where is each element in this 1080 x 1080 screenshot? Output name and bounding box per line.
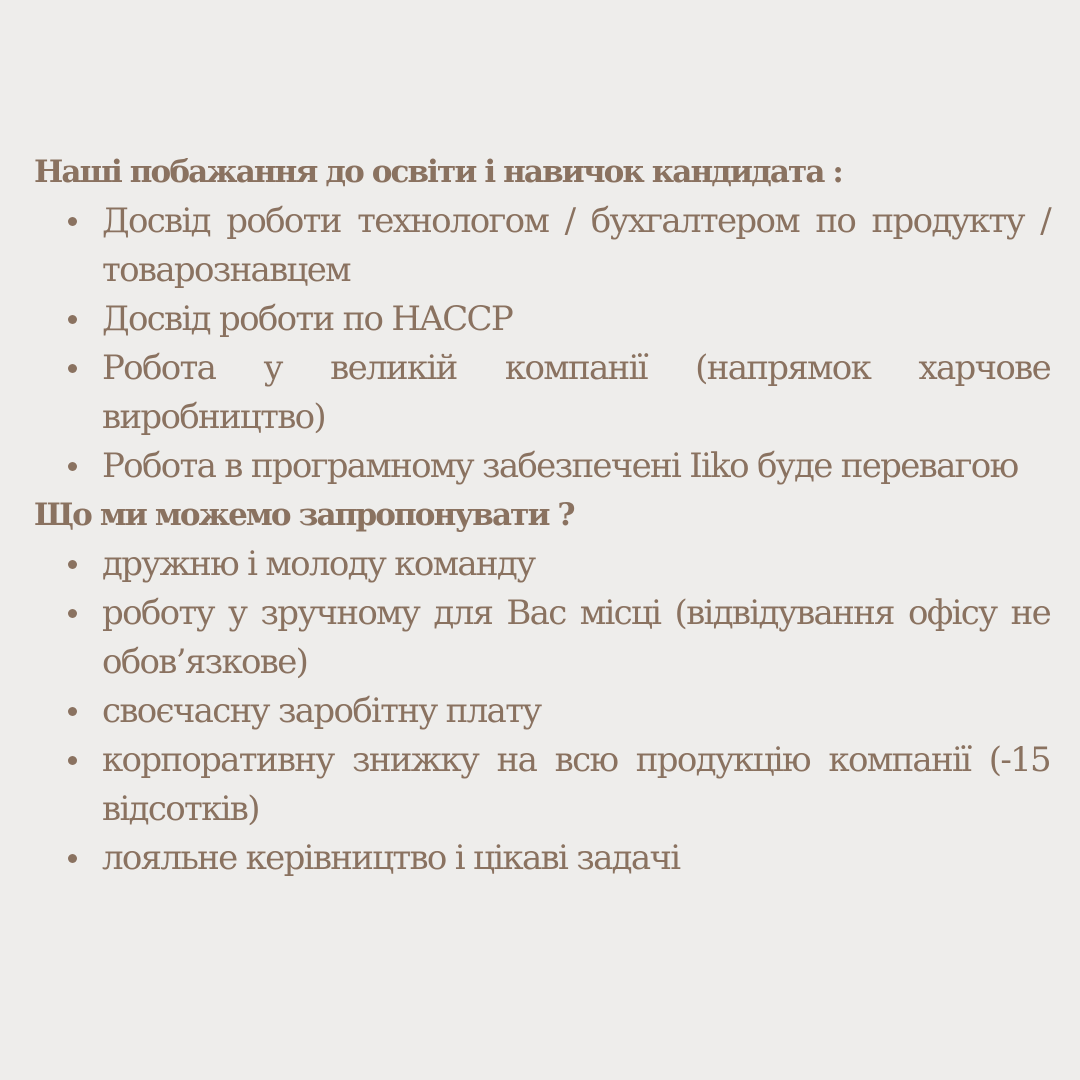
list-item [102,736,1050,834]
list-item-text: лояльне керівництво і цікаві задачі [102,838,680,878]
list-item [102,589,1050,687]
list-item-text: своєчасну заробітну плату [102,691,541,731]
bullet-dot-icon [68,315,77,324]
bullet-dot-icon [68,217,77,226]
list-item [102,344,1050,442]
list-item-text: дружню і молоду команду [102,544,535,584]
bullet-dot-icon [68,364,77,373]
list-item [102,197,1050,295]
bullet-dot-icon [68,609,77,618]
list-item-text: Робота в програмному забезпечені Iiko буде перевагою [102,446,1018,486]
list-item-text: роботу у зручному для Вас місці (відвідування офісу не обов’язкове) [102,593,1050,682]
list-item-text: Досвід роботи технологом / бухгалтером по продукту / товарознавцем [102,201,1050,290]
list-item-text: корпоративну знижку на всю продукцію компанії (-15 відсотків) [102,740,1050,829]
list-item-text: Робота у великій компанії (напрямок харчове виробництво) [102,348,1050,437]
list-item [102,834,1050,883]
bullet-dot-icon [68,462,77,471]
bullet-dot-icon [68,707,77,716]
offer-list [34,540,1050,883]
section-title-offer: Що ми можемо запропонувати ? [34,497,574,533]
list-item [102,540,1050,589]
bullet-dot-icon [68,560,77,569]
list-item [102,442,1050,491]
requirements-list [34,197,1050,491]
section-title-requirements: Наші побажання до освіти і навичок кандидата : [34,154,842,190]
list-item-text: Досвід роботи по HACCP [102,299,513,339]
list-item [102,295,1050,344]
bullet-dot-icon [68,854,77,863]
bullet-dot-icon [68,756,77,765]
list-item [102,687,1050,736]
